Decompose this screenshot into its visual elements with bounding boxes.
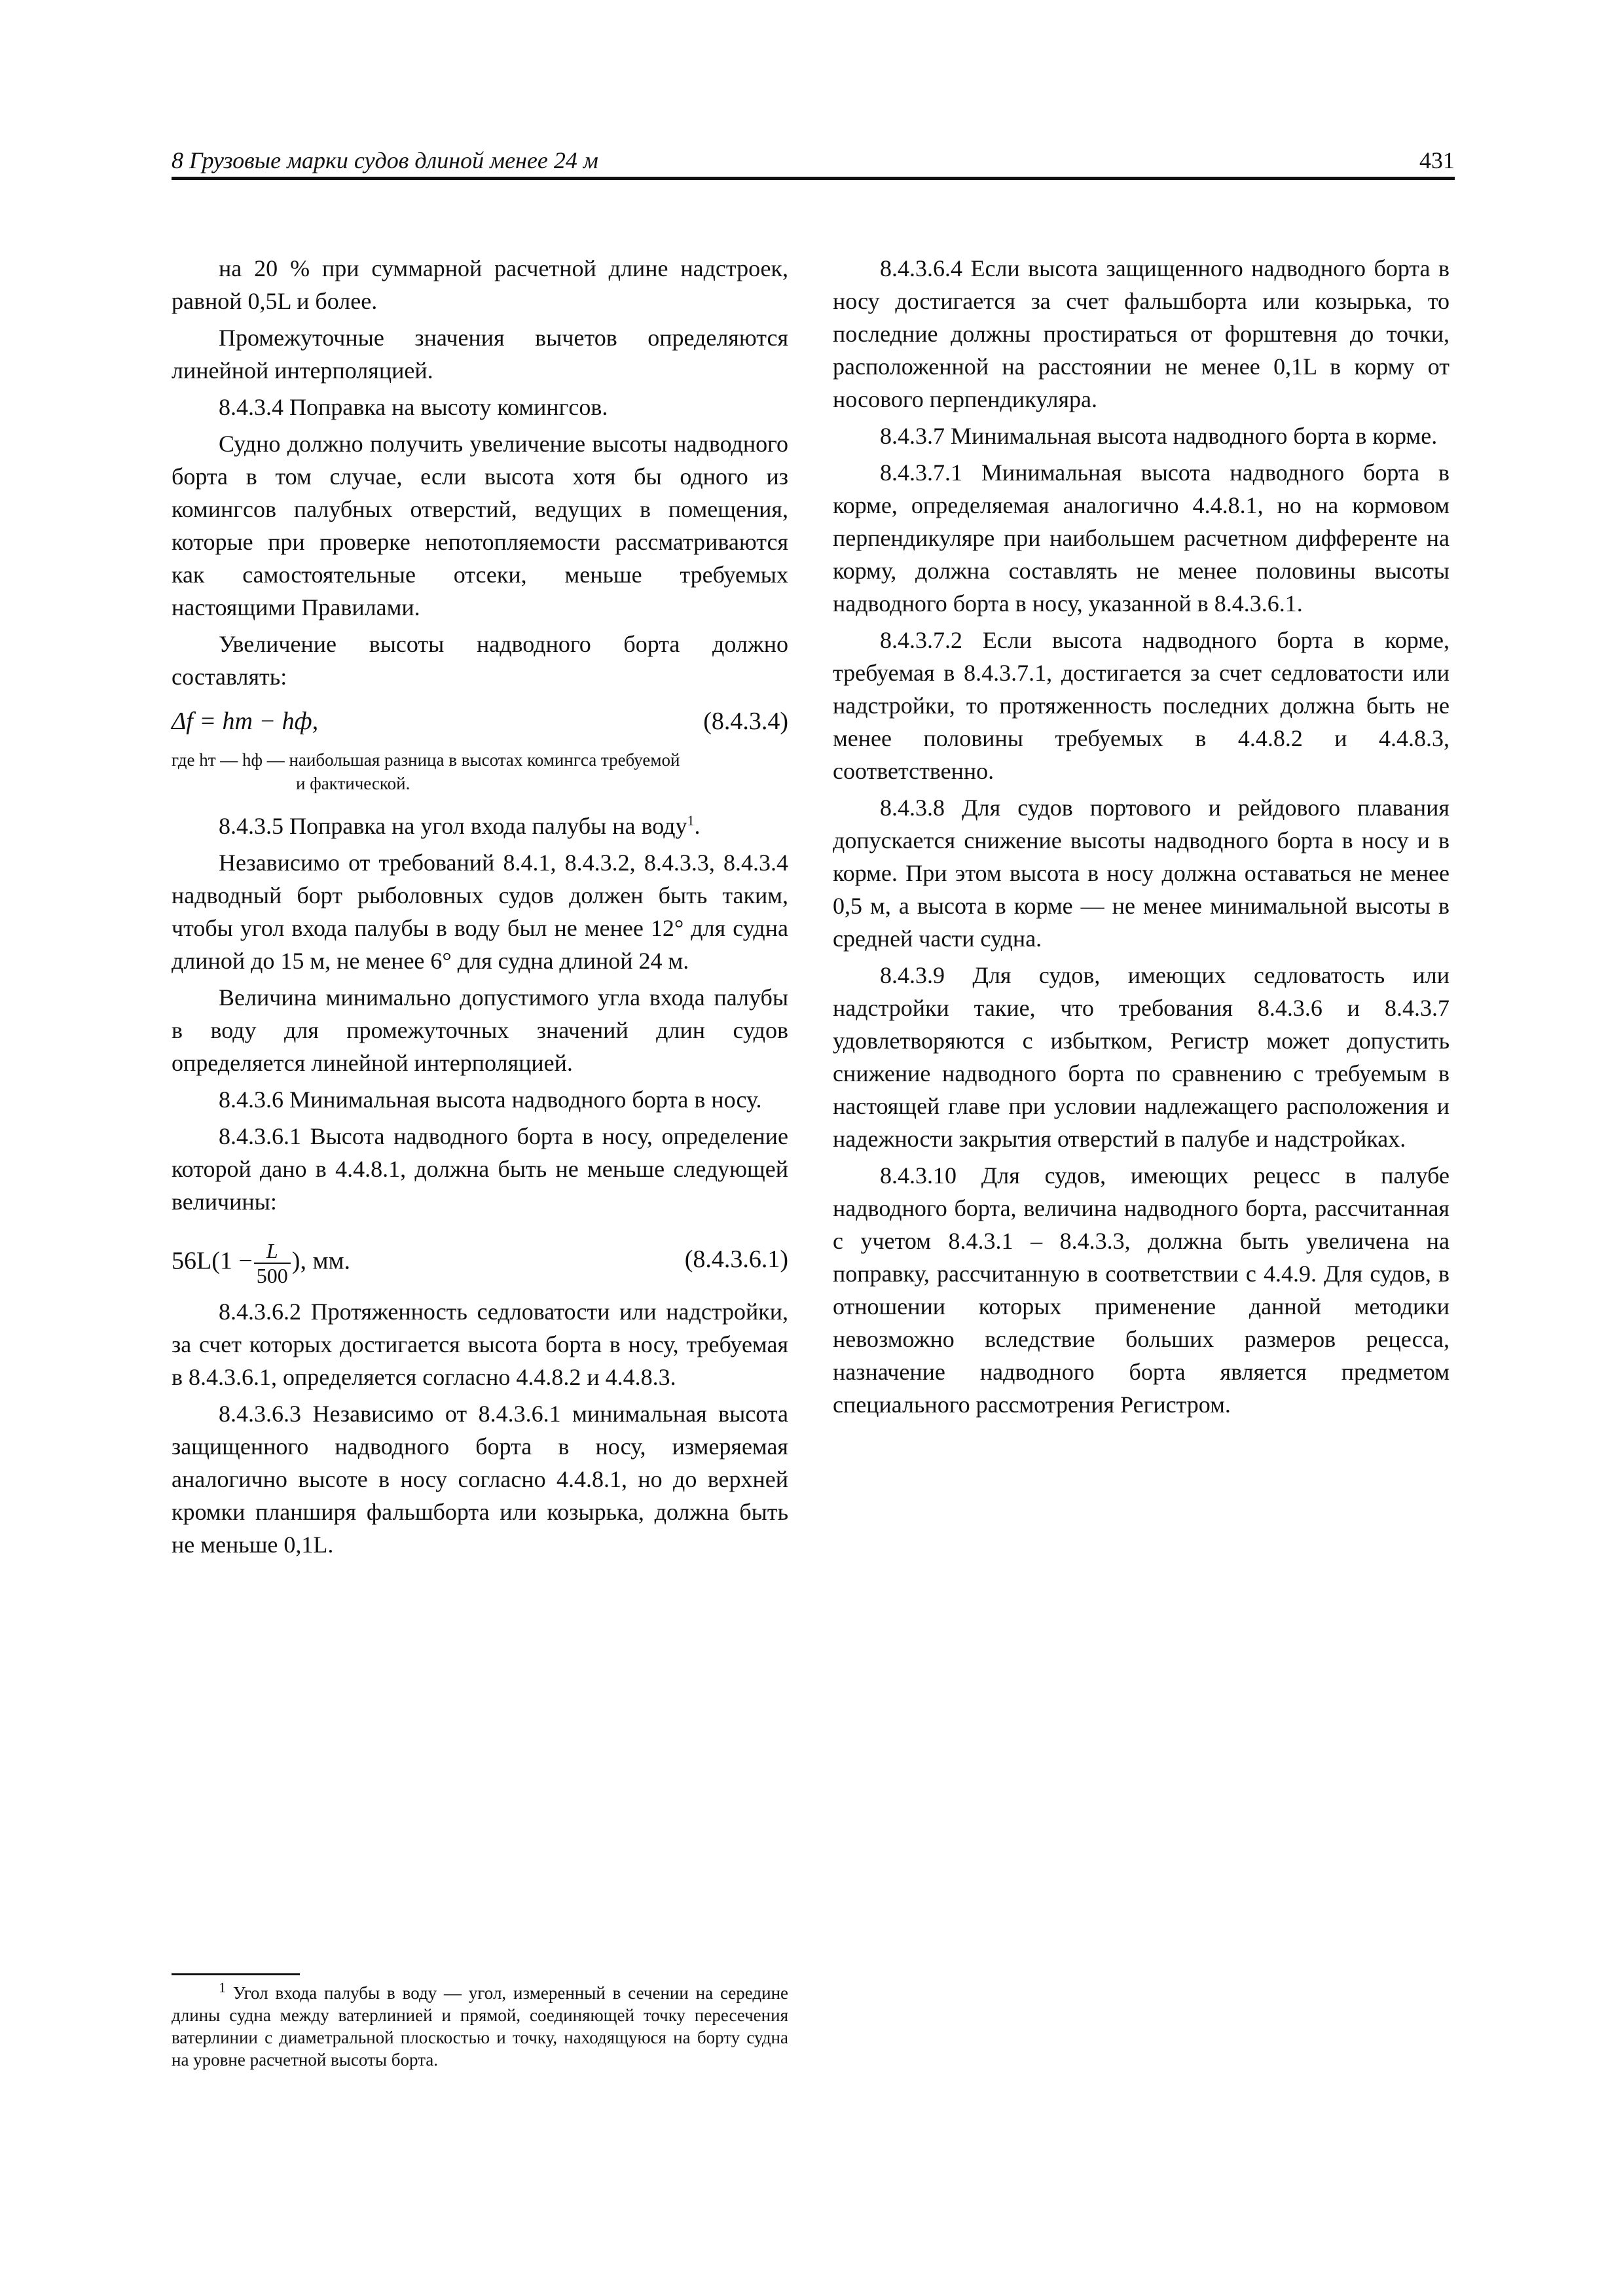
paragraph: Увеличение высоты надводного борта должно составлять: xyxy=(172,631,788,690)
right-column xyxy=(833,252,1450,1425)
paragraph: 8.4.3.7.2 Если высота надводного борта в корме, требуемая в 8.4.3.7.1, достигается за счет седловатости или надстройки, то протяженность последних должна быть не менее половины требуемых в 4.4.8.2 и 4.4.8.3, соответственно. xyxy=(833,627,1450,784)
paragraph: 8.4.3.6.4 Если высота защищенного надводного борта в носу достигается за счет фальшборта или козырька, то последние должны простираться от форштевня до точки, расположенной на расстоянии не менее 0,1L в корму от носового перпендикуляра. xyxy=(833,255,1450,412)
formula-expression: Δf = hт − hф, xyxy=(172,708,319,735)
section-heading: 8.4.3.6 Минимальная высота надводного борта в носу. xyxy=(219,1086,762,1113)
formula-8-4-3-4 xyxy=(172,701,788,742)
legend-line: и фактической. xyxy=(296,774,410,793)
left-column xyxy=(172,252,788,1565)
footnote-body: Угол входа палубы в воду — угол, измеренный в сечении на середине длины судна между ватерлинией и прямой, соединяющей точку пересечения ватерлинии с диаметральной плоскостью и точку, находящуюся на борту судна на уровне расчетной высоты борта. xyxy=(172,1983,789,2070)
formula-prefix: 56L(1 − xyxy=(172,1247,253,1275)
paragraph: 8.4.3.6.1 Высота надводного борта в носу, определение которой дано в 4.4.8.1, должна быть не меньше следующей величины: xyxy=(172,1123,788,1215)
footnote-separator xyxy=(172,1973,300,1975)
formula-legend xyxy=(172,748,788,795)
formula-expression xyxy=(172,1239,350,1287)
formula-number: (8.4.3.4) xyxy=(703,708,788,735)
legend-line: где hт — hф — наибольшая разница в высотах комингса требуемой xyxy=(172,750,680,770)
paragraph: 8.4.3.9 Для судов, имеющих седловатость или надстройки такие, что требования 8.4.3.6 и 8.4.3.7 удовлетворяются с избытком, Регистр может допустить снижение надводного борта по сравнению с требуемым в настоящей главе при условии надлежащего расположения и надежности закрытия отверстий в палубе и надстройках. xyxy=(833,962,1450,1152)
paragraph: 8.4.3.10 Для судов, имеющих рецесс в палубе надводного борта, величина надводного борта, рассчитанная с учетом 8.4.3.1 – 8.4.3.3, должна быть увеличена на поправку, рассчитанную в соответствии с 4.4.9. Для судов, в отношении которых применение данной методики невозможно вследствие больших размеров рецесса, назначение надводного борта является предметом специального рассмотрения Регистром. xyxy=(833,1162,1450,1418)
header-rule xyxy=(172,177,1455,180)
formula-suffix: ), мм. xyxy=(291,1247,351,1275)
section-heading xyxy=(172,810,788,842)
footnote-text xyxy=(172,1979,789,2071)
running-header xyxy=(172,140,1455,179)
heading-end: . xyxy=(694,813,701,839)
paragraph: 8.4.3.6.2 Протяженность седловатости или надстройки, за счет которых достигается высота борта в носу, требуемая в 8.4.3.6.1, определяется согласно 4.4.8.2 и 4.4.8.3. xyxy=(172,1299,788,1390)
paragraph: Судно должно получить увеличение высоты надводного борта в том случае, если высота хотя бы одного из комингсов палубных отверстий, ведущих в помещения, которые при проверке непотопляемости рассматриваются как самостоятельные отсеки, меньше требуемых настоящими Правилами. xyxy=(172,431,788,620)
paragraph: Независимо от требований 8.4.1, 8.4.3.2, 8.4.3.3, 8.4.3.4 надводный борт рыболовных судов должен быть таким, чтобы угол входа палубы в воду был не менее 12° для судна длиной до 15 м, не менее 6° для судна длиной 24 м. xyxy=(172,850,788,974)
footnote-ref[interactable]: 1 xyxy=(687,812,695,829)
section-heading: 8.4.3.4 Поправка на высоту комингсов. xyxy=(219,394,608,420)
section-heading: 8.4.3.7 Минимальная высота надводного борта в корме. xyxy=(880,423,1438,449)
footnote xyxy=(172,1979,789,2071)
page-number: 431 xyxy=(1419,147,1455,173)
chapter-title: 8 Грузовые марки судов длиной менее 24 м xyxy=(172,147,598,173)
formula-number: (8.4.3.6.1) xyxy=(684,1246,788,1273)
paragraph: 8.4.3.7.1 Минимальная высота надводного борта в корме, определяемая аналогично 4.4.8.1, но на кормовом перпендикуляре при наибольшем расчетном дифференте на корму, должна составлять не менее половины высоты надводного борта в носу, указанной в 8.4.3.6.1. xyxy=(833,459,1450,617)
heading-text: 8.4.3.5 Поправка на угол входа палубы на воду xyxy=(219,813,687,839)
paragraph: на 20 % при суммарной расчетной длине надстроек, равной 0,5L и более. xyxy=(172,255,788,314)
paragraph: 8.4.3.6.3 Независимо от 8.4.3.6.1 минимальная высота защищенного надводного борта в носу, измеряемая аналогично высоте в носу согласно 4.4.8.1, но до верхней кромки планширя фальшборта или козырька, должна быть не меньше 0,1L. xyxy=(172,1401,788,1558)
fraction-denominator: 500 xyxy=(256,1264,288,1287)
footnote-mark: 1 xyxy=(219,1979,226,1996)
formula-8-4-3-6-1 xyxy=(172,1226,788,1289)
paragraph: Величина минимально допустимого угла входа палубы в воду для промежуточных значений длин судов определяется линейной интерполяцией. xyxy=(172,984,788,1076)
paragraph: 8.4.3.8 Для судов портового и рейдового плавания допускается снижение высоты надводного борта в носу и в корме. При этом высота в носу должна оставаться не менее 0,5 м, а высота в корме — не менее минимальной высоты в средней части судна. xyxy=(833,795,1450,952)
paragraph: Промежуточные значения вычетов определяются линейной интерполяцией. xyxy=(172,325,788,384)
fraction-numerator: L xyxy=(254,1239,291,1264)
formula-fraction xyxy=(254,1239,291,1287)
